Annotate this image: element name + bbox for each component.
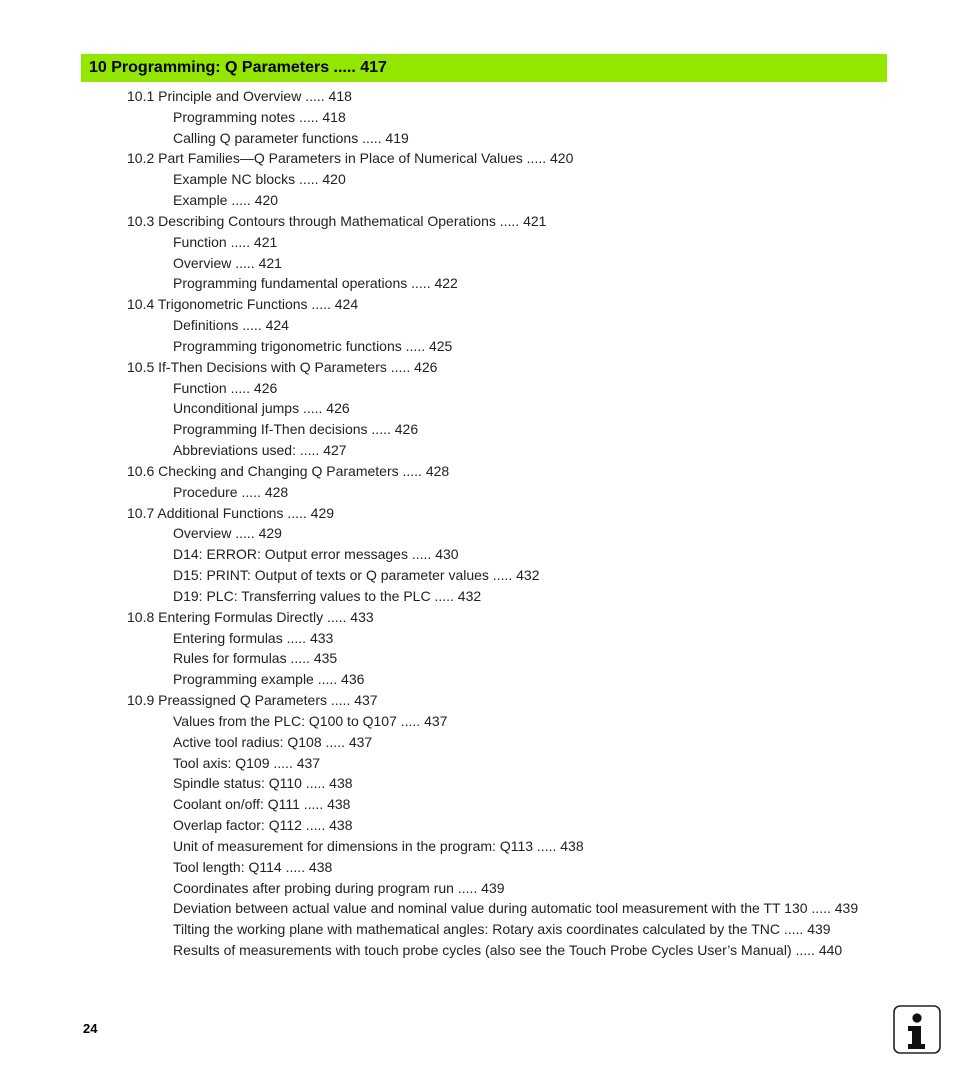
toc-subsection[interactable]: Coolant on/off: Q111 ..... 438 [173,796,351,813]
toc-subsection[interactable]: Overlap factor: Q112 ..... 438 [173,817,353,834]
info-icon [893,1005,941,1054]
toc-subsection[interactable]: Calling Q parameter functions ..... 419 [173,129,409,146]
toc-subsection[interactable]: Rules for formulas ..... 435 [173,650,338,667]
toc-subsection[interactable]: D19: PLC: Transferring values to the PLC ..... 432 [173,587,482,604]
toc-subsection[interactable]: Definitions ..... 424 [173,317,289,334]
toc-subsection[interactable]: Function ..... 421 [173,233,278,250]
toc-subsection[interactable]: Programming fundamental operations ..... 422 [173,275,458,292]
toc-subsection[interactable]: Values from the PLC: Q100 to Q107 ..... 437 [173,712,448,729]
toc-subsection[interactable]: D14: ERROR: Output error messages ..... 430 [173,546,459,563]
toc-section[interactable]: 10.3 Describing Contours through Mathematical Operations ..... 421 [127,212,547,229]
toc-subsection[interactable]: Tilting the working plane with mathematical angles: Rotary axis coordinates calculated by the TNC ..... 439 [173,921,831,938]
toc-subsection[interactable]: Unit of measurement for dimensions in the program: Q113 ..... 438 [173,837,584,854]
toc-section[interactable]: 10.6 Checking and Changing Q Parameters ..... 428 [127,462,450,479]
toc-section[interactable]: 10.9 Preassigned Q Parameters ..... 437 [127,692,378,709]
chapter-title[interactable]: 10 Programming: Q Parameters ..... 417 [89,59,387,76]
toc-subsection[interactable]: Active tool radius: Q108 ..... 437 [173,733,373,750]
toc-section[interactable]: 10.2 Part Families—Q Parameters in Place of Numerical Values ..... 420 [127,150,574,167]
toc-subsection[interactable]: Overview ..... 421 [173,254,282,271]
toc-section[interactable]: 10.1 Principle and Overview ..... 418 [127,88,352,104]
toc-subsection[interactable]: Spindle status: Q110 ..... 438 [173,775,353,792]
toc-subsection[interactable]: Programming If-Then decisions ..... 426 [173,421,419,438]
chapter-header [81,54,887,82]
toc-subsection[interactable]: Coordinates after probing during program run ..... 439 [173,879,505,896]
toc-section[interactable]: 10.8 Entering Formulas Directly ..... 433 [127,608,374,625]
toc-subsection[interactable]: D15: PRINT: Output of texts or Q parameter values ..... 432 [173,567,540,584]
toc-section[interactable]: 10.7 Additional Functions ..... 429 [127,504,335,521]
toc-subsection[interactable]: Programming example ..... 436 [173,671,365,688]
toc-subsection[interactable]: Programming trigonometric functions ..... 425 [173,337,453,354]
toc-subsection[interactable]: Results of measurements with touch probe cycles (also see the Touch Probe Cycles User’s Manual) ..... 440 [173,942,843,959]
toc-subsection[interactable]: Abbreviations used: ..... 427 [173,442,347,459]
toc-subsection[interactable]: Example ..... 420 [173,192,279,209]
toc-section[interactable]: 10.4 Trigonometric Functions ..... 424 [127,296,359,313]
toc-subsection[interactable]: Tool length: Q114 ..... 438 [173,858,333,875]
toc-subsection[interactable]: Procedure ..... 428 [173,483,289,500]
toc-subsection[interactable]: Deviation between actual value and nominal value during automatic tool measurement with the TT 130 ..... 439 [173,900,859,917]
toc-subsection[interactable]: Function ..... 426 [173,379,278,396]
page-number: 24 [83,1021,98,1036]
toc-subsection[interactable]: Tool axis: Q109 ..... 437 [173,754,321,771]
toc-subsection[interactable]: Example NC blocks ..... 420 [173,171,346,188]
toc-subsection[interactable]: Programming notes ..... 418 [173,108,346,125]
toc-subsection[interactable]: Entering formulas ..... 433 [173,629,334,646]
toc-subsection[interactable]: Unconditional jumps ..... 426 [173,400,350,417]
toc-subsection[interactable]: Overview ..... 429 [173,525,282,542]
toc-section[interactable]: 10.5 If-Then Decisions with Q Parameters ..... 426 [127,358,438,375]
